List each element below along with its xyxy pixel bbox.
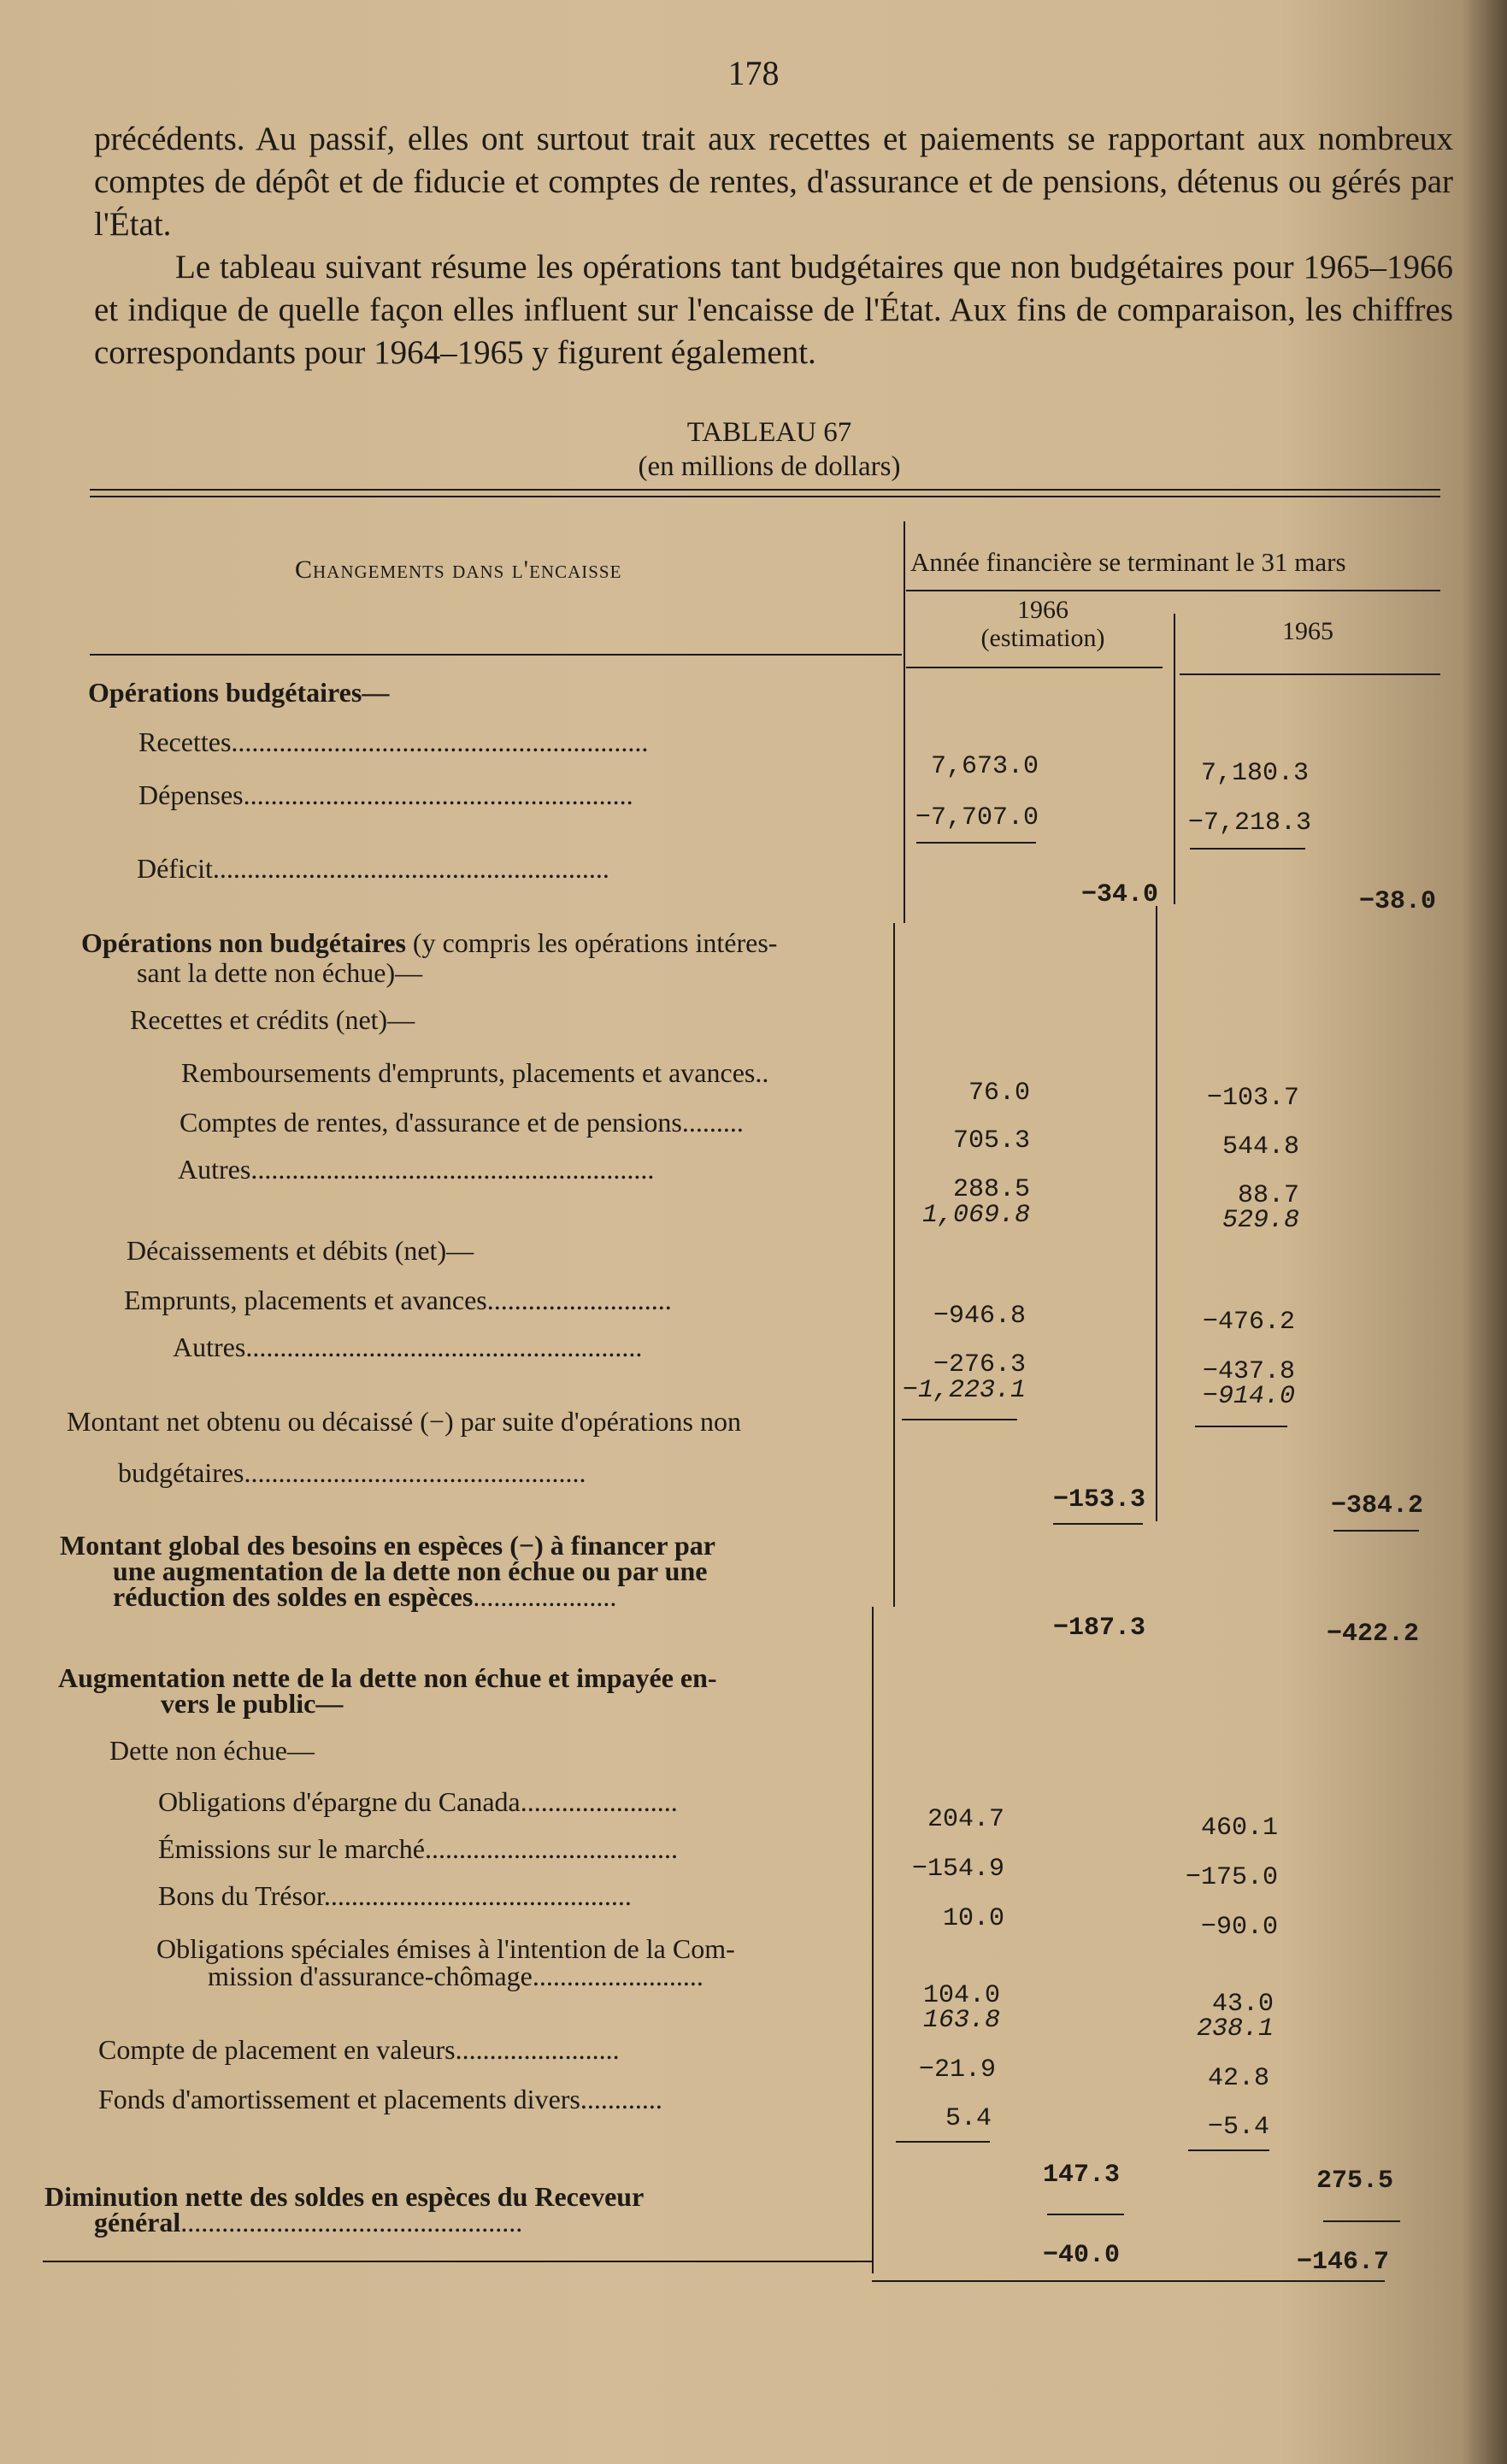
value-emissions-1966: −154.9 xyxy=(911,1855,1004,1884)
column-divider-line-2 xyxy=(1156,906,1157,1521)
value-fonds-total-1966: 147.3 xyxy=(1042,2161,1120,2190)
value-depenses-1965: −7,218.3 xyxy=(1188,809,1312,838)
value-remboursements-1966: 76.0 xyxy=(968,1079,1030,1108)
row-label-obligations-speciales: mission d'assurance-chômage xyxy=(208,1961,533,1991)
nonbudgetary-heading xyxy=(81,927,777,959)
row-label-montant-net: budgétaires xyxy=(118,1457,244,1488)
table-row: budgétaires.................................................. xyxy=(118,1457,586,1488)
table-row: Recettes............................................................. xyxy=(138,726,649,757)
value-obligations-speciales-1966: 104.0 xyxy=(922,1981,1000,2010)
value-bons-tresor-1966: 10.0 xyxy=(942,1904,1004,1933)
value-compte-placement-1965: 42.8 xyxy=(1207,2064,1269,2093)
obligations-speciales-line-1: Obligations spéciales émises à l'intention de la Com- xyxy=(156,1933,735,1964)
row-label-diminution: général xyxy=(94,2207,181,2238)
global-line-2: une augmentation de la dette non échue ou par une xyxy=(113,1555,708,1586)
table-row: Émissions sur le marché..................................... xyxy=(158,1833,678,1864)
value-fonds-1966: 5.4 xyxy=(945,2104,992,2133)
row-label-comptes-rentes: Comptes de rentes, d'assurance et de pensions xyxy=(180,1107,682,1138)
montant-net-line-1: Montant net obtenu ou décaissé (−) par suite d'opérations non xyxy=(67,1406,741,1437)
row-label-remboursements: Remboursements d'emprunts, placements et avances xyxy=(181,1057,756,1088)
value-autres-1-1965: 88.7 xyxy=(1237,1181,1299,1210)
subtotal-rule xyxy=(916,842,1036,844)
subtotal-rule xyxy=(1190,848,1305,850)
value-global-1965: −422.2 xyxy=(1326,1620,1419,1649)
subtotal-rule xyxy=(1188,2149,1269,2151)
table-row: Emprunts, placements et avances........................... xyxy=(124,1285,672,1315)
table-top-rule xyxy=(90,489,1440,491)
row-label-autres-2: Autres xyxy=(173,1332,246,1362)
total-rule xyxy=(1047,2214,1124,2215)
table-row: Déficit.......................................................... xyxy=(137,853,609,884)
intro-paragraph-1: précédents. Au passif, elles ont surtout trait aux recettes et paiements se rapportant aux nombreux comptes de dépôt et de fiducie et comptes de rentes, d'assurance et de pensions, détenus ou gérés par l'État. xyxy=(94,121,1453,243)
row-label-depenses: Dépenses xyxy=(138,779,244,810)
table-row: Comptes de rentes, d'assurance et de pensions......... xyxy=(180,1107,744,1138)
subtotal-rule xyxy=(1333,1530,1419,1532)
table-bottom-rule xyxy=(43,2261,872,2262)
value-compte-placement-1966: −21.9 xyxy=(918,2055,996,2085)
nonbudgetary-heading-rest: (y compris les opérations intéres- xyxy=(405,927,778,958)
intro-paragraph-2: Le tableau suivant résume les opérations tant budgétaires que non budgétaires pour 1965–1966 et indique de quelle façon elles influent sur l'encaisse de l'État. Aux fins de comparaison, les chiffres correspondants pour 1964–1965 y figurent également. xyxy=(94,249,1453,371)
subtotal-rule xyxy=(902,1419,1017,1420)
value-depenses-1966: −7,707.0 xyxy=(915,803,1039,832)
row-label-global: réduction des soldes en espèces xyxy=(113,1581,474,1612)
value-emprunts-1966: −946.8 xyxy=(933,1302,1026,1331)
recettes-credits-heading: Recettes et crédits (net)— xyxy=(130,1004,415,1035)
stub-divider-line-2 xyxy=(893,923,895,1607)
table-row: général.................................................. xyxy=(94,2207,523,2238)
table-caption: TABLEAU 67 xyxy=(686,417,852,448)
value-bons-tresor-1965: −90.0 xyxy=(1200,1913,1278,1942)
stub-divider-line-3 xyxy=(872,1607,874,2273)
table-row: Autres.......................................................... xyxy=(173,1332,643,1362)
table-row: Fonds d'amortissement et placements divers............ xyxy=(98,2084,662,2114)
stub-header-bottom-rule xyxy=(90,654,902,656)
subtotal-rule xyxy=(1195,1426,1287,1427)
table-subcaption: (en millions de dollars) xyxy=(638,451,901,482)
subtotal-rule xyxy=(1053,1523,1143,1525)
nonbudgetary-heading-bold: Opérations non budgétaires xyxy=(81,927,406,958)
value-obligations-epargne-1965: 460.1 xyxy=(1200,1814,1278,1843)
value-deficit-1965: −38.0 xyxy=(1358,887,1436,916)
row-label-autres-1: Autres xyxy=(178,1154,251,1185)
row-label-deficit: Déficit xyxy=(137,853,213,884)
col-1966-estimation: (estimation) xyxy=(980,624,1105,652)
decaissements-heading: Décaissements et débits (net)— xyxy=(127,1235,474,1266)
value-comptes-rentes-1966: 705.3 xyxy=(952,1126,1030,1156)
table-bottom-rule-2 xyxy=(872,2280,1385,2282)
col-1965-header: 1965 xyxy=(1282,617,1333,645)
budgetary-operations-heading: Opérations budgétaires— xyxy=(88,677,390,708)
row-label-fonds-amortissement: Fonds d'amortissement et placements divers xyxy=(98,2084,580,2114)
row-label-compte-placement: Compte de placement en valeurs xyxy=(98,2034,456,2065)
value-autres-1-1966-subtotal: 1,069.8 xyxy=(921,1201,1030,1230)
row-label-bons-tresor: Bons du Trésor xyxy=(158,1880,324,1911)
value-deficit-1966: −34.0 xyxy=(1080,880,1158,909)
table-row: Autres........................................................... xyxy=(178,1154,655,1185)
value-emprunts-1965: −476.2 xyxy=(1202,1308,1295,1337)
value-obligations-speciales-1966-subtotal: 163.8 xyxy=(922,2006,1000,2035)
value-fonds-total-1965: 275.5 xyxy=(1316,2167,1393,2196)
table-row: réduction des soldes en espèces..................... xyxy=(113,1581,617,1612)
intro-text xyxy=(94,118,1453,374)
table-row: Remboursements d'emprunts, placements et avances.. xyxy=(181,1057,769,1088)
value-diminution-1966: −40.0 xyxy=(1042,2241,1120,2270)
value-montant-net-1965: −384.2 xyxy=(1330,1491,1423,1520)
value-remboursements-1965: −103.7 xyxy=(1206,1084,1299,1113)
value-fonds-1965: −5.4 xyxy=(1207,2113,1269,2142)
value-recettes-1965: 7,180.3 xyxy=(1201,759,1310,788)
column-divider-line-1 xyxy=(1174,614,1175,904)
value-autres-2-1966: −276.3 xyxy=(933,1350,1026,1379)
value-obligations-speciales-1965: 43.0 xyxy=(1211,1990,1274,2019)
value-autres-2-1965: −437.8 xyxy=(1202,1357,1295,1386)
value-diminution-1965: −146.7 xyxy=(1296,2248,1389,2277)
value-obligations-speciales-1965-subtotal: 238.1 xyxy=(1196,2014,1274,2044)
table-top-rule-2 xyxy=(90,496,1440,497)
nonbudgetary-heading-line-2: sant la dette non échue)— xyxy=(137,957,423,988)
value-recettes-1966: 7,673.0 xyxy=(930,752,1039,781)
value-obligations-epargne-1966: 204.7 xyxy=(927,1805,1004,1834)
row-label-obligations-epargne: Obligations d'épargne du Canada xyxy=(158,1786,521,1817)
col-1965-header-rule xyxy=(1180,673,1440,675)
span-header: Année financière se terminant le 31 mars xyxy=(910,547,1346,577)
stub-header: Changements dans l'encaisse xyxy=(295,556,622,584)
value-autres-2-1965-subtotal: −914.0 xyxy=(1202,1382,1295,1411)
col-1966-year: 1966 xyxy=(1017,596,1068,624)
value-autres-1-1966: 288.5 xyxy=(952,1175,1030,1204)
table-row: Bons du Trésor............................................. xyxy=(158,1880,632,1911)
value-autres-2-1966-subtotal: −1,223.1 xyxy=(902,1376,1026,1405)
subtotal-rule xyxy=(896,2141,990,2143)
diminution-line-1: Diminution nette des soldes en espèces du Receveur xyxy=(44,2181,645,2212)
stub-divider-line-1 xyxy=(904,521,905,923)
value-global-1966: −187.3 xyxy=(1052,1614,1145,1643)
value-montant-net-1966: −153.3 xyxy=(1052,1485,1145,1514)
global-line-1: Montant global des besoins en espèces (−) à financer par xyxy=(60,1530,715,1561)
augmentation-line-1: Augmentation nette de la dette non échue et impayée en- xyxy=(58,1662,717,1693)
table-row: Dépenses......................................................... xyxy=(138,779,633,810)
page-number: 178 xyxy=(727,54,780,92)
col-1966-header-rule xyxy=(906,667,1163,668)
total-rule xyxy=(1323,2220,1400,2222)
value-autres-1-1965-subtotal: 529.8 xyxy=(1221,1206,1299,1235)
value-comptes-rentes-1965: 544.8 xyxy=(1221,1132,1299,1161)
row-label-emprunts: Emprunts, placements et avances xyxy=(124,1285,487,1315)
augmentation-line-2: vers le public— xyxy=(161,1688,344,1719)
row-label-recettes: Recettes xyxy=(138,726,232,757)
table-row: mission d'assurance-chômage......................... xyxy=(208,1961,703,1991)
table-row: Compte de placement en valeurs........................ xyxy=(98,2034,620,2065)
span-header-rule xyxy=(906,590,1440,591)
row-label-emissions: Émissions sur le marché xyxy=(158,1833,425,1864)
dette-non-echue-heading: Dette non échue— xyxy=(109,1735,315,1766)
table-row: Obligations d'épargne du Canada....................... xyxy=(158,1786,678,1817)
value-emissions-1965: −175.0 xyxy=(1185,1863,1278,1892)
